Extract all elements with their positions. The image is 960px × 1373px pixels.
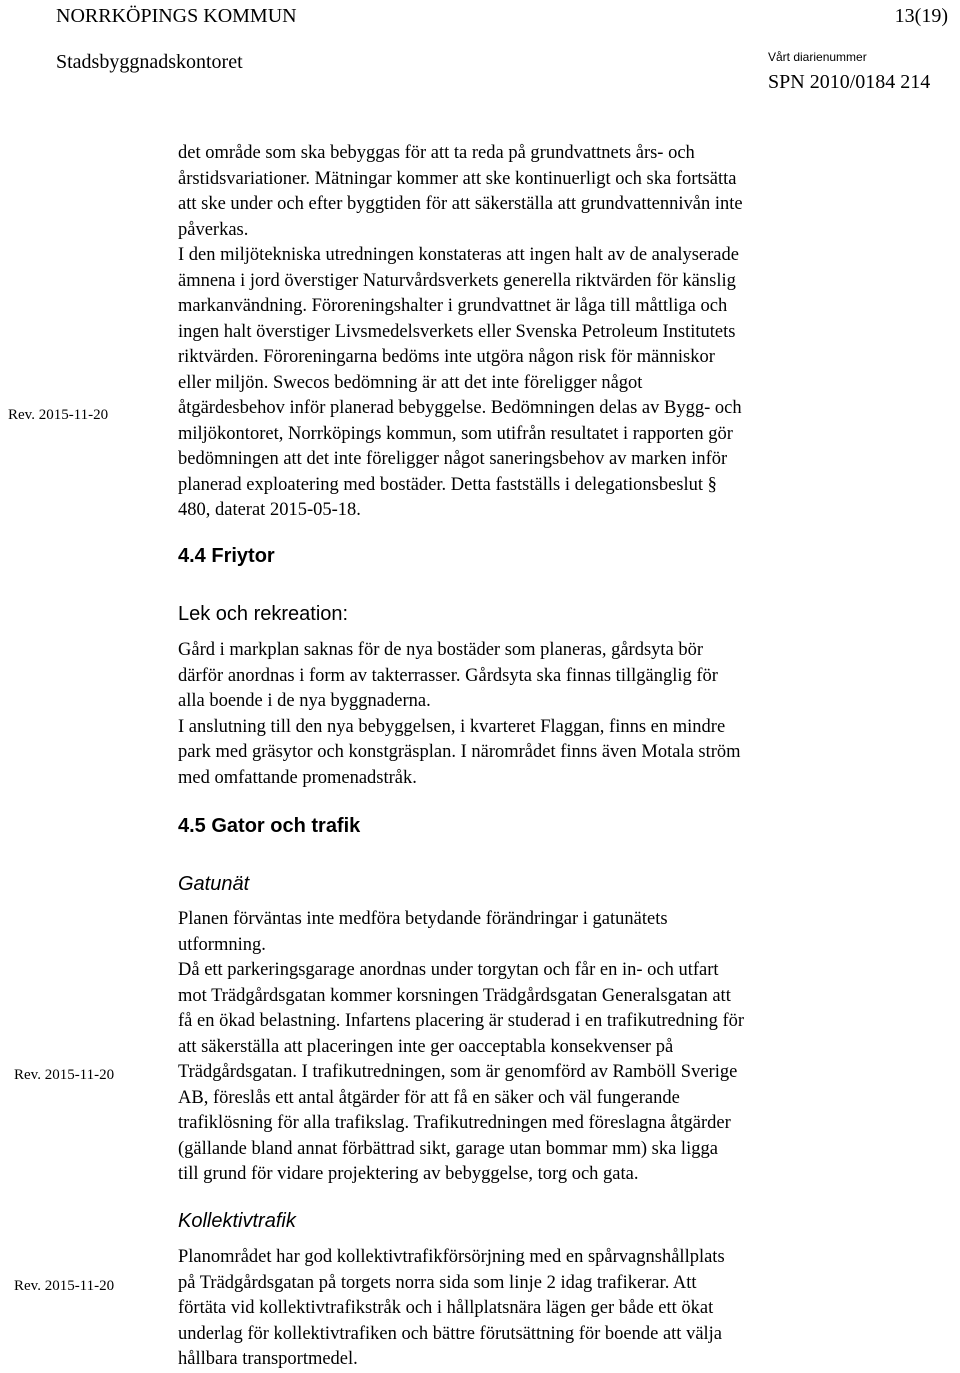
text-line: I den miljötekniska utredningen konstateras att ingen halt av de analyserade [178,245,739,265]
text-line: ämnena i jord överstiger Naturvårdsverkets generella riktvärden för känslig [178,270,736,291]
paragraph-kollektivtrafik [178,1245,868,1373]
text-line: riktvärden. Föroreningarna bedöms inte utgöra någon risk för människor [178,347,715,367]
text-line: AB, föreslås ett antal åtgärder för att få en säker och väl fungerande [178,1087,680,1108]
text-line: hållbara transportmedel. [178,1349,358,1369]
paragraph-groundwater-contamination [178,141,868,524]
reference-number: SPN 2010/0184 214 [768,71,931,93]
text-line: eller miljön. Swecos bedömning är att det inte föreligger något [178,372,643,393]
text-line: planerad exploatering med bostäder. Detta fastställs i delegationsbeslut § [178,474,717,495]
text-line: utformning. [178,934,266,955]
text-line: att säkerställa att placeringen inte ger oacceptabla konsekvenser på [178,1036,674,1057]
text-line: mot Trädgårdsgatan kommer korsningen Trädgårdsgatan Generalsgatan att [178,985,731,1006]
text-line: att ske under och efter byggtiden för att säkerställa att grundvattennivån inte [178,194,743,214]
text-line: påverkas. [178,219,249,240]
text-line: därför anordnas i form av takterrasser. Gårdsyta ska finnas tillgänglig för [178,665,718,686]
text-line: markanvändning. Föroreningshalter i grundvattnet är låga till måttliga och [178,296,728,316]
reference-label: Vårt diarienummer [768,50,867,64]
text-line: 480, daterat 2015-05-18. [178,500,361,520]
text-line: få en ökad belastning. Infartens placering är studerad i en trafikutredning för [178,1011,745,1031]
revision-note: Rev. 2015-11-20 [14,1278,115,1294]
org-name: NORRKÖPINGS KOMMUN [56,5,297,27]
text-line: Då ett parkeringsgarage anordnas under torgytan och får en in- och utfart [178,960,719,980]
section-heading-friytor: 4.4 Friytor [178,545,275,567]
text-line: ingen halt överstiger Livsmedelsverkets eller Svenska Petroleum Institutets [178,321,736,342]
text-line: park med gräsytor och konstgräsplan. I närområdet finns även Motala ström [178,742,741,762]
text-line: I anslutning till den nya bebyggelsen, i kvarteret Flaggan, finns en mindre [178,716,726,737]
text-line: förtäta vid kollektivtrafikstråk och i hållplatsnära lägen ger både ett ökat [178,1298,714,1318]
text-line: miljökontoret, Norrköpings kommun, som utifrån resultatet i rapporten gör [178,423,733,444]
text-line: (gällande bland annat förbättrad sikt, garage utan bommar mm) ska ligga [178,1138,718,1159]
text-line: Planen förväntas inte medföra betydande förändringar i gatunätets [178,909,668,929]
page-number: 13(19) [894,5,948,27]
text-line: Gård i markplan saknas för de nya bostäder som planeras, gårdsyta bör [178,640,704,660]
text-line: bedömningen att det inte föreligger något saneringsbehov av marken inför [178,449,728,469]
text-line: årstidsvariationer. Mätningar kommer att ske kontinuerligt och ska fortsätta [178,168,737,189]
text-line: det område som ska bebyggas för att ta reda på grundvattnets års- och [178,143,695,163]
text-line: alla boende i de nya byggnaderna. [178,691,431,711]
text-line: åtgärdesbehov inför planerad bebyggelse. Bedömningen delas av Bygg- och [178,398,742,418]
text-line: på Trädgårdsgatan på torgets norra sida som linje 2 idag trafikerar. Att [178,1272,697,1293]
text-line: Trädgårdsgatan. I trafikutredningen, som är genomförd av Ramböll Sverige [178,1062,738,1082]
text-line: trafiklösning för alla trafikslag. Trafikutredningen med föreslagna åtgärder [178,1113,731,1133]
text-line: Planområdet har god kollektivtrafikförsörjning med en spårvagnshållplats [178,1247,725,1267]
department: Stadsbyggnadskontoret [56,51,243,73]
subheading-kollektivtrafik: Kollektivtrafik [178,1210,296,1232]
text-line: till grund för vidare projektering av bebyggelse, torg och gata. [178,1164,639,1184]
subheading-gatunat: Gatunät [178,873,250,895]
section-heading-gator-och-trafik: 4.5 Gator och trafik [178,815,361,837]
subheading-lek-och-rekreation: Lek och rekreation: [178,603,349,625]
paragraph-friytor [178,638,868,791]
text-line: med omfattande promenadstråk. [178,767,417,788]
paragraph-gatunat [178,907,868,1188]
text-line: underlag för kollektivtrafiken och bättre förutsättning för boende att välja [178,1323,723,1344]
revision-note: Rev. 2015-11-20 [8,407,109,423]
revision-note: Rev. 2015-11-20 [14,1067,115,1083]
